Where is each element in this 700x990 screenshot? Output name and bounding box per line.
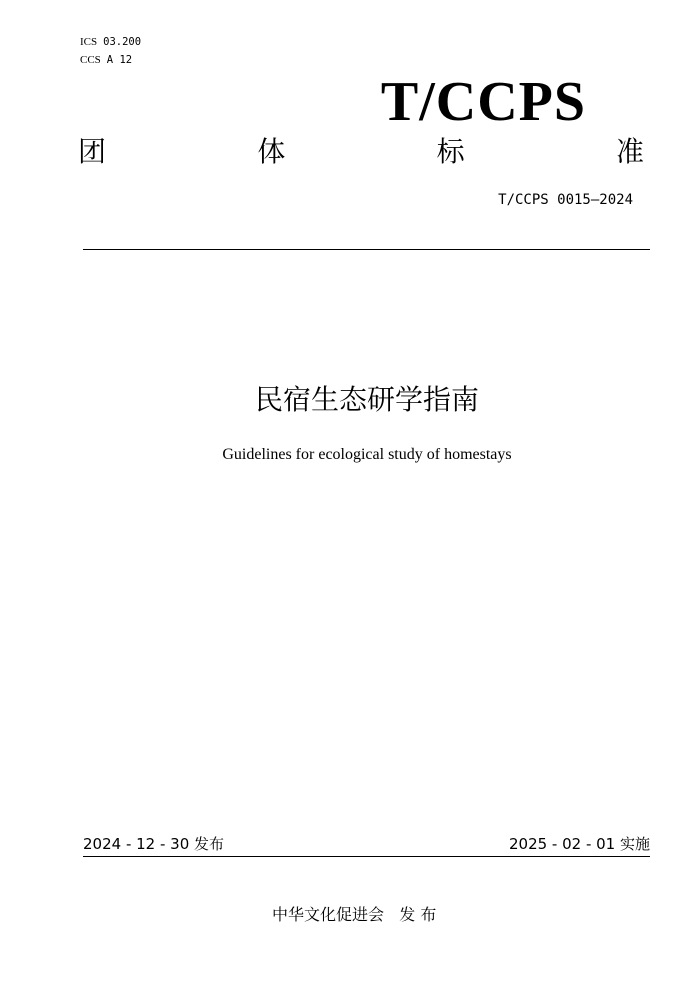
footer-divider [83,856,650,857]
implementation-date: 2025 - 02 - 01 实施 [508,835,650,853]
standard-type-char: 体 [257,135,286,168]
standard-number: T/CCPS 0015—2024 [498,192,633,208]
document-title-english: Guidelines for ecological study of homestays [222,446,512,463]
standard-type-char: 标 [436,135,465,168]
document-title-chinese: 民宿生态研学指南 [254,383,479,416]
ics-classification [80,35,141,49]
ccs-value: A 12 [106,54,133,66]
publisher: 中华文化促进会 发 布 [272,905,437,924]
issue-date: 2024 - 12 - 30 发布 [83,835,225,853]
ics-label: ICS [80,36,98,48]
brand-logo-text: T/CCPS [380,71,586,133]
standard-type [78,132,644,172]
standard-type-char: 准 [615,135,644,168]
header-divider [83,249,650,250]
standard-type-char: 团 [78,135,107,168]
ccs-label: CCS [80,54,101,66]
ccs-classification [80,53,132,67]
ics-value: 03.200 [103,36,142,48]
